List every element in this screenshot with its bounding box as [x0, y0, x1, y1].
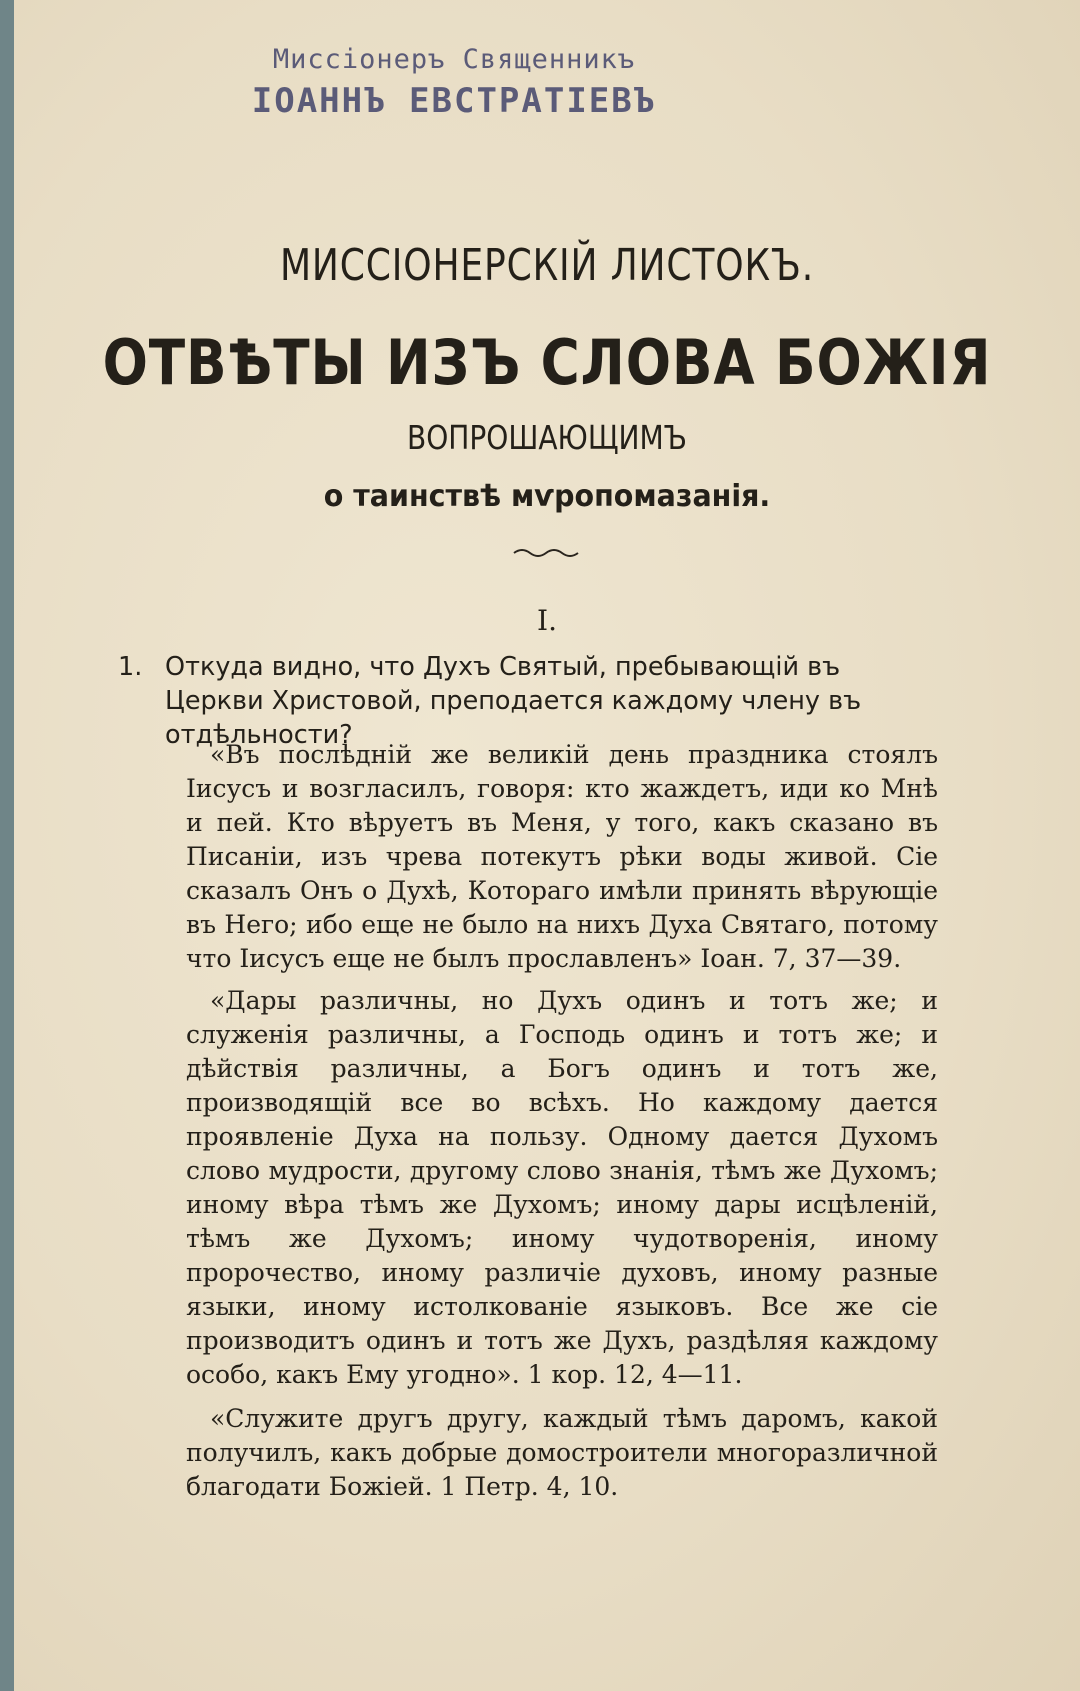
book-spine-edge	[0, 0, 14, 1691]
section-number: I.	[537, 604, 557, 637]
main-title: ОТВѢТЫ ИЗЪ СЛОВА БОЖIЯ	[102, 326, 992, 399]
quote-peter: «Служите другъ другу, каждый тѣмъ даромъ, какой получилъ, какъ добрые домостроители многоразличной благодати Божiей. 1 Петр. 4, 10.	[186, 1404, 938, 1501]
leaflet-title: МИССIОНЕРСКIЙ ЛИСТОКЪ.	[279, 240, 815, 291]
ornamental-divider	[14, 545, 1080, 564]
topic-line: о таинствѣ мѵропомазанiя.	[323, 479, 771, 514]
question-1	[118, 650, 937, 752]
stamp-line-2: IОАННЪ ЕВСТРАТIЕВЪ	[251, 81, 657, 121]
scripture-quotes	[186, 738, 938, 1514]
question-number: 1.	[118, 652, 143, 682]
subtitle: ВОПРОШАЮЩИМЪ	[406, 418, 688, 457]
stamp-line-1: Миссiонеръ Священникъ	[272, 44, 636, 75]
quote-john: «Въ послѣднiй же великiй день праздника стоялъ Iисусъ и возгласилъ, говоря: кто жаждетъ, иди ко Мнѣ и пей. Кто вѣруетъ въ Меня, у того, какъ сказано въ Писанiи, изъ чрева потекутъ рѣки воды живой. Сiе сказалъ Онъ о Духѣ, Котораго имѣли принять вѣрующiе въ Него; ибо еще не было на нихъ Духа Святаго, потому что Iисусъ еще не былъ прославленъ» Iоан. 7, 37—39.	[186, 740, 938, 973]
question-block	[118, 650, 937, 752]
ownership-stamp	[244, 44, 664, 121]
quote-corinthians: «Дары различны, но Духъ одинъ и тотъ же; и служенiя различны, а Господь одинъ и тотъ же; и дѣйствiя различны, а Богъ одинъ и тотъ же, производящiй все во всѣхъ. Но каждому дается проявленiе Духа на пользу. Одному дается Духомъ слово мудрости, другому слово знанiя, тѣмъ же Духомъ; иному вѣра тѣмъ же Духомъ; иному дары исцѣленiй, тѣмъ же Духомъ; иному чудотворенiя, иному пророчество, иному различiе духовъ, иному разные языки, иному истолкованiе языковъ. Все же сiе производитъ одинъ и тотъ же Духъ, раздѣляя каждому особо, какъ Ему угодно». 1 кор. 12, 4—11.	[186, 986, 938, 1389]
document-page	[14, 0, 1080, 1691]
question-text: Откуда видно, что Духъ Святый, пребывающiй въ Церкви Христовой, преподается каждому члену въ отдѣльности?	[165, 652, 862, 750]
